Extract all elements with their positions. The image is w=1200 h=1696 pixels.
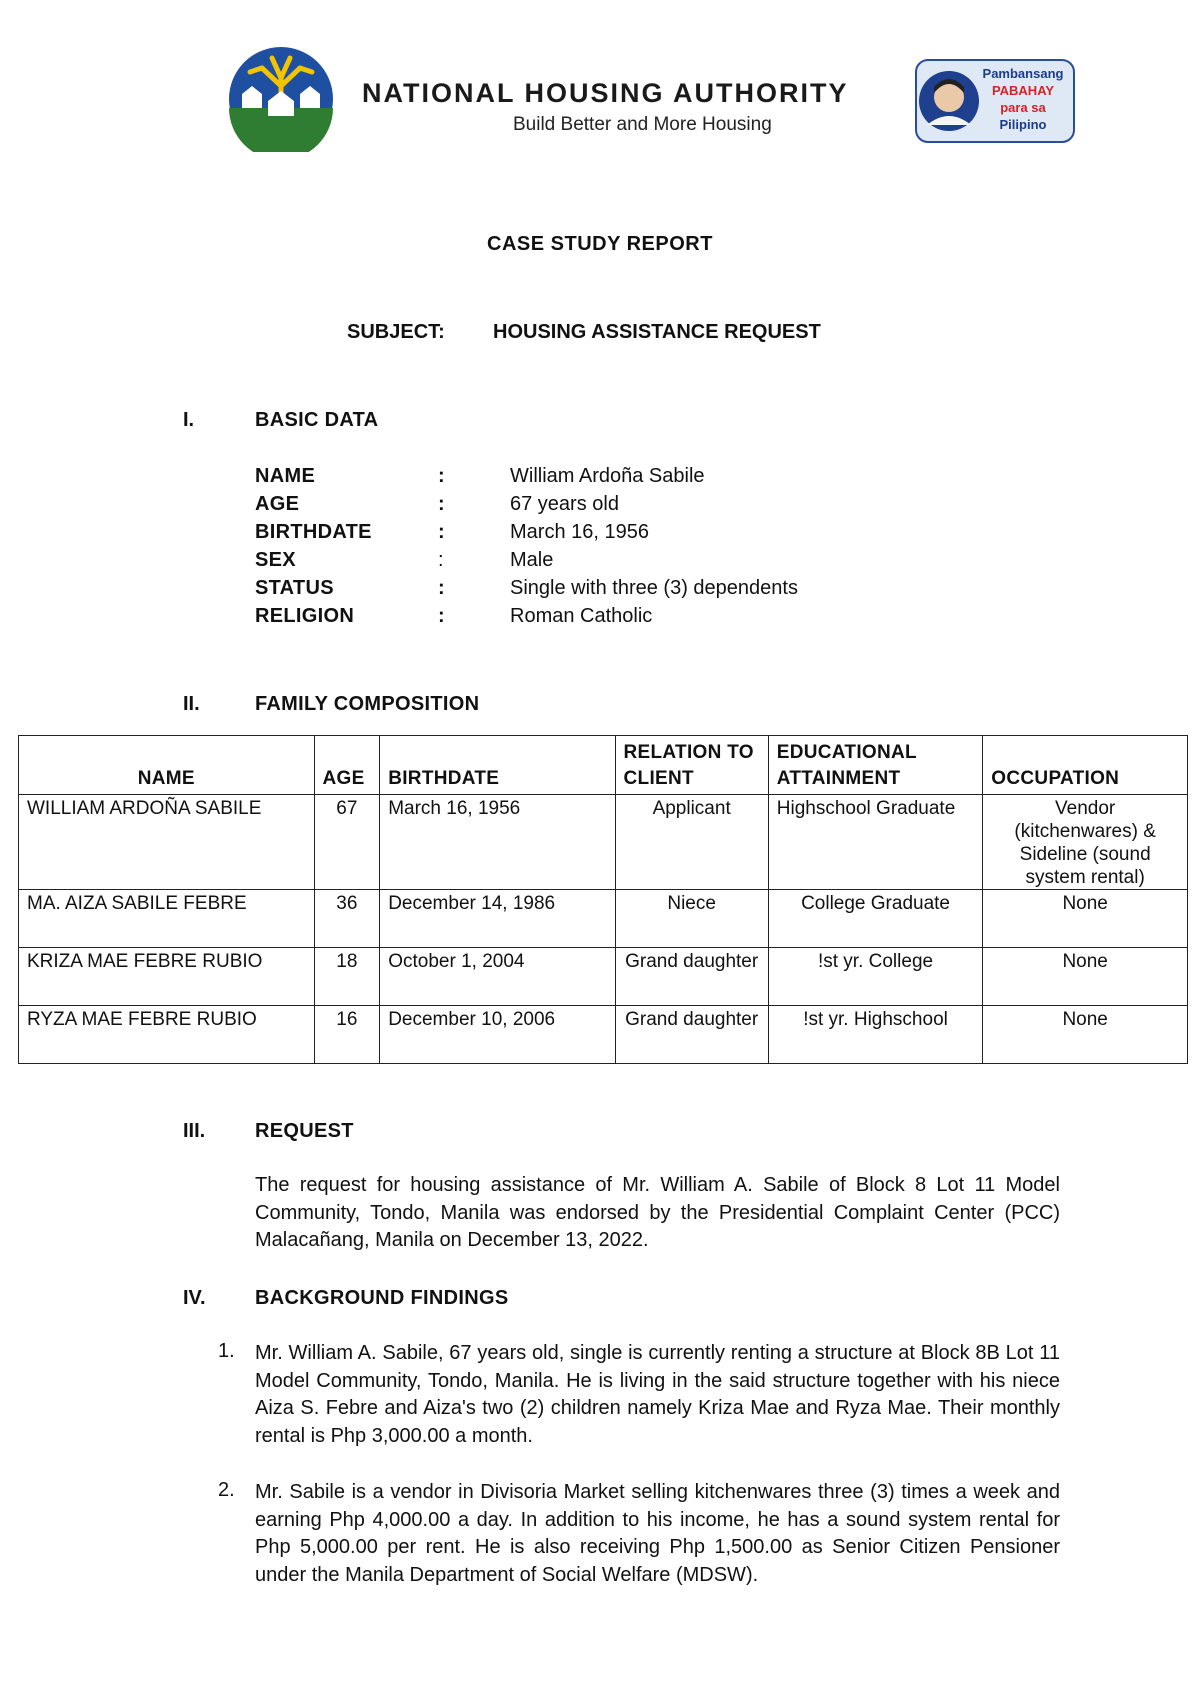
family-composition-table <box>18 735 1188 1064</box>
cell-name: MA. AIZA SABILE FEBRE <box>19 890 315 948</box>
basic-data-colon: : <box>438 605 445 627</box>
section-1-number: I. <box>183 409 195 431</box>
cell-name: WILLIAM ARDOÑA SABILE <box>19 795 315 890</box>
section-3-title: REQUEST <box>255 1120 354 1142</box>
cell-name: RYZA MAE FEBRE RUBIO <box>19 1006 315 1064</box>
table-row <box>19 795 1188 890</box>
cell-age: 67 <box>314 795 380 890</box>
table-row <box>19 890 1188 948</box>
cell-birthdate: December 10, 2006 <box>380 1006 615 1064</box>
section-3-number: III. <box>183 1120 206 1142</box>
cell-birthdate: December 14, 1986 <box>380 890 615 948</box>
basic-data-label: SEX <box>255 549 296 571</box>
table-row <box>19 948 1188 1006</box>
org-title: NATIONAL HOUSING AUTHORITY <box>362 78 849 108</box>
basic-data-value: Male <box>510 549 554 571</box>
basic-data-label: AGE <box>255 493 300 515</box>
table-header-row <box>19 736 1188 795</box>
column-header-age: AGE <box>314 736 380 795</box>
pabahay-line-4: Pilipino <box>999 117 1047 132</box>
cell-education: !st yr. College <box>768 948 983 1006</box>
cell-relation: Niece <box>615 890 768 948</box>
basic-data-label: STATUS <box>255 577 334 599</box>
basic-data-label: BIRTHDATE <box>255 521 372 543</box>
basic-data-colon: : <box>438 521 445 543</box>
pabahay-logo-text <box>973 65 1073 133</box>
finding-number: 1. <box>218 1340 235 1362</box>
column-header-relation: RELATION TO CLIENT <box>615 736 768 795</box>
pabahay-line-1: Pambansang <box>982 66 1064 81</box>
basic-data-value: Single with three (3) dependents <box>510 577 798 599</box>
cell-age: 18 <box>314 948 380 1006</box>
basic-data-colon: : <box>438 577 445 599</box>
cell-age: 16 <box>314 1006 380 1064</box>
basic-data-value: March 16, 1956 <box>510 521 649 543</box>
basic-data-colon: : <box>438 549 444 571</box>
cell-occupation: None <box>983 890 1188 948</box>
request-paragraph: The request for housing assistance of Mr. William A. Sabile of Block 8 Lot 11 Model Community, Tondo, Manila was endorsed by the Presidential Complaint Center (PCC) Malacañang, Manila on December 13, 2022. <box>255 1174 1060 1251</box>
cell-birthdate: October 1, 2004 <box>380 948 615 1006</box>
pabahay-logo <box>915 59 1075 143</box>
cell-name: KRIZA MAE FEBRE RUBIO <box>19 948 315 1006</box>
cell-occupation: None <box>983 948 1188 1006</box>
cell-occupation: Vendor (kitchenwares) & Sideline (sound system rental) <box>983 795 1188 890</box>
cell-age: 36 <box>314 890 380 948</box>
cell-education: College Graduate <box>768 890 983 948</box>
pabahay-line-2: PABAHAY <box>991 83 1055 98</box>
cell-education: Highschool Graduate <box>768 795 983 890</box>
section-4-title: BACKGROUND FINDINGS <box>255 1287 509 1309</box>
finding-text: Mr. Sabile is a vendor in Divisoria Market selling kitchenwares three (3) times a week and earning Php 4,000.00 a day. In addition to his income, he has a sound system rental for Php 5,000.00 per rent. He is also receiving Php 1,500.00 as Senior Citizen Pensioner under the Manila Department of Social Welfare (MDSW). <box>255 1481 1060 1586</box>
subject-label: SUBJECT: <box>347 321 445 343</box>
subject-value: HOUSING ASSISTANCE REQUEST <box>493 321 821 343</box>
section-2-title: FAMILY COMPOSITION <box>255 693 480 715</box>
cell-birthdate: March 16, 1956 <box>380 795 615 890</box>
nha-logo <box>228 46 334 152</box>
cell-relation: Grand daughter <box>615 948 768 1006</box>
cell-relation: Applicant <box>615 795 768 890</box>
column-header-birthdate: BIRTHDATE <box>380 736 615 795</box>
basic-data-value: William Ardoña Sabile <box>510 465 705 487</box>
column-header-education: EDUCATIONAL ATTAINMENT <box>768 736 983 795</box>
basic-data-colon: : <box>438 465 445 487</box>
cell-relation: Grand daughter <box>615 1006 768 1064</box>
finding-number: 2. <box>218 1479 235 1501</box>
section-4-number: IV. <box>183 1287 206 1309</box>
org-slogan: Build Better and More Housing <box>513 114 772 135</box>
finding-text: Mr. William A. Sabile, 67 years old, single is currently renting a structure at Block 8B Lot 11 Model Community, Tondo, Manila. He is living in the said structure together with his niece Aiza S. Febre and Aiza's two (2) children namely Kriza Mae and Ryza Mae. Their monthly rental is Php 3,000.00 a month. <box>255 1342 1060 1447</box>
column-header-name: NAME <box>19 736 315 795</box>
basic-data-value: 67 years old <box>510 493 619 515</box>
column-header-occupation: OCCUPATION <box>983 736 1188 795</box>
pabahay-line-3: para sa <box>1000 100 1046 115</box>
section-2-number: II. <box>183 693 200 715</box>
table-row <box>19 1006 1188 1064</box>
basic-data-label: RELIGION <box>255 605 355 627</box>
cell-education: !st yr. Highschool <box>768 1006 983 1064</box>
cell-occupation: None <box>983 1006 1188 1064</box>
basic-data-colon: : <box>438 493 445 515</box>
section-1-title: BASIC DATA <box>255 409 379 431</box>
basic-data-value: Roman Catholic <box>510 605 653 627</box>
basic-data-label: NAME <box>255 465 316 487</box>
report-title: CASE STUDY REPORT <box>487 233 713 255</box>
